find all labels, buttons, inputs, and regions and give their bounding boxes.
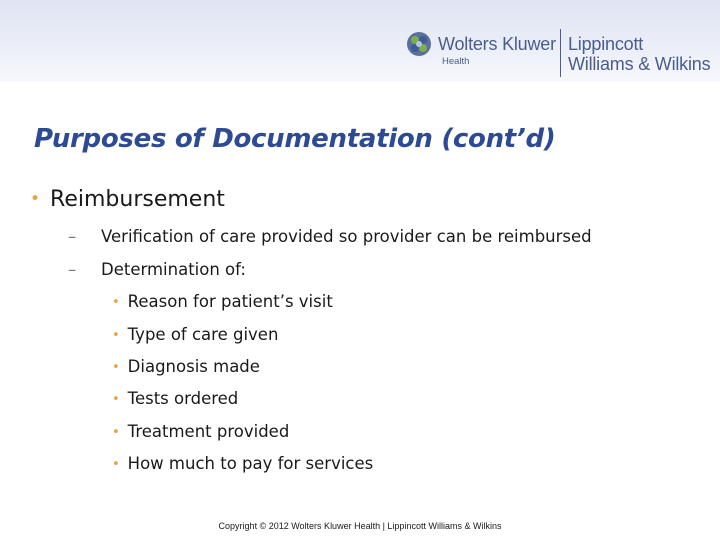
detail-item	[112, 325, 278, 344]
bullet-dot-icon: •	[112, 295, 120, 310]
company-name: Wolters Kluwer	[438, 34, 556, 54]
dash-marker: –	[68, 260, 77, 279]
subitem-label: Verification of care provided so provider can be reimbursed	[101, 227, 592, 246]
detail-label: Treatment provided	[127, 422, 290, 441]
copyright-footer: Copyright © 2012 Wolters Kluwer Health | Lippincott Williams & Wilkins	[218, 521, 502, 531]
wolters-kluwer-globe-icon	[406, 31, 432, 57]
imprint-line-2: Williams & Wilkins	[568, 54, 711, 74]
detail-label: How much to pay for services	[127, 454, 374, 473]
bullet-dot-icon: •	[30, 189, 41, 209]
detail-item	[112, 422, 289, 441]
detail-label: Reason for patient’s visit	[127, 292, 333, 311]
bullet-reimbursement	[30, 187, 225, 212]
bullet-label: Reimbursement	[50, 187, 225, 212]
subitem-verification	[68, 227, 592, 246]
publisher-logo	[406, 28, 716, 80]
detail-item	[112, 389, 238, 408]
detail-label: Diagnosis made	[127, 357, 260, 376]
bullet-dot-icon: •	[112, 328, 120, 343]
detail-item	[112, 357, 260, 376]
division-name: Health	[442, 56, 470, 67]
bullet-dot-icon: •	[112, 457, 120, 472]
detail-item	[112, 292, 333, 311]
dash-marker: –	[68, 227, 77, 246]
bullet-dot-icon: •	[112, 392, 120, 407]
detail-label: Tests ordered	[127, 389, 239, 408]
subitem-label: Determination of:	[101, 260, 246, 279]
imprint-line-1: Lippincott	[568, 34, 644, 54]
bullet-dot-icon: •	[112, 360, 120, 375]
subitem-determination	[68, 260, 246, 279]
slide-title: Purposes of Documentation (cont’d)	[34, 124, 556, 154]
logo-divider	[560, 29, 561, 77]
bullet-dot-icon: •	[112, 425, 120, 440]
detail-label: Type of care given	[127, 325, 279, 344]
detail-item	[112, 454, 373, 473]
